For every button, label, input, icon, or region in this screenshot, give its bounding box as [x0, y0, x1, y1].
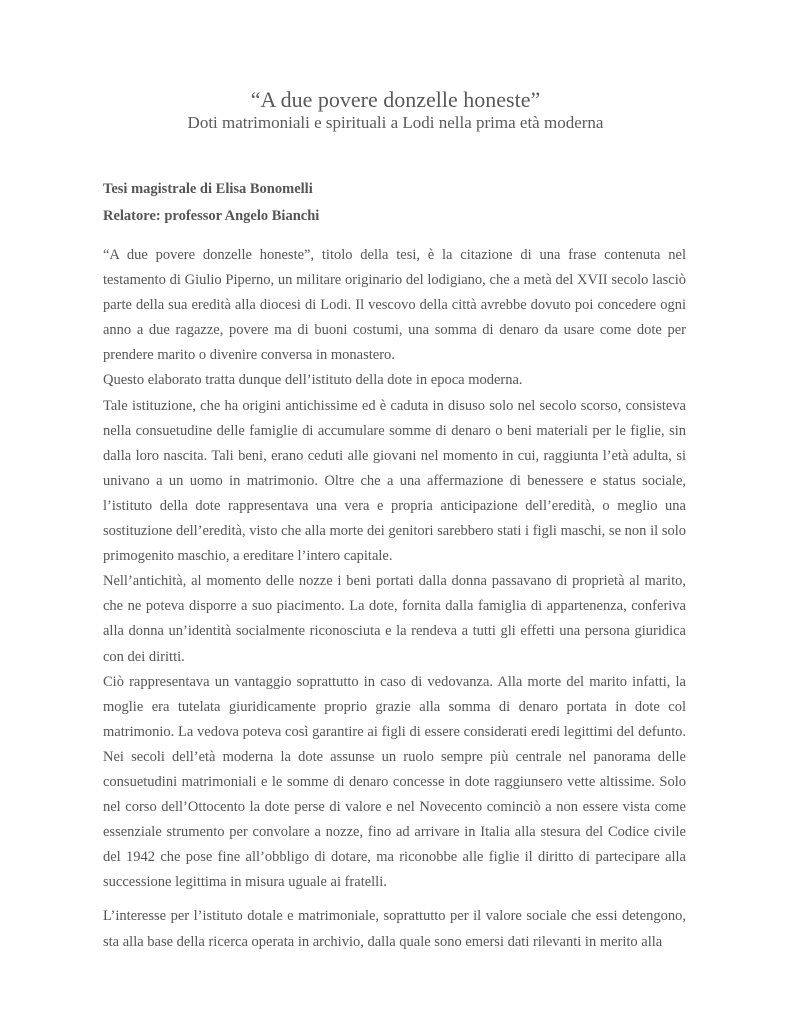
paragraph: Tale istituzione, che ha origini antichissime ed è caduta in disuso solo nel secolo scorso, consisteva nella consuetudine delle famiglie di accumulare somme di denaro o beni materiali per le figlie, sin dalla loro nascita. Tali beni, erano ceduti alle giovani nel momento in cui, raggiunta l’età adulta, si univano a un uomo in matrimonio. Oltre che a una affermazione di benessere e status sociale, l’istituto della dote rappresentava una vera e propria anticipazione dell’eredità, o meglio una sostituzione dell’eredità, visto che alla morte dei genitori sarebbero stati i figli maschi, se non il solo primogenito maschio, a ereditare l’intero capitale. — [103, 397, 686, 565]
document-subtitle: Doti matrimoniali e spirituali a Lodi nella prima età moderna — [187, 113, 604, 132]
paragraph: Nell’antichità, al momento delle nozze i beni portati dalla donna passavano di proprietà al marito, che ne poteva disporre a suo piacimento. La dote, fornita dalla famiglia di appartenenza, conferiva alla donna un’identità socialmente riconosciuta e la rendeva a tutti gli effetti una persona giuridica con dei diritti. — [103, 573, 686, 665]
body-text — [103, 243, 686, 955]
author-line: Tesi magistrale di Elisa Bonomelli — [103, 181, 313, 197]
supervisor-line: Relatore: professor Angelo Bianchi — [103, 208, 320, 224]
paragraph: Questo elaborato tratta dunque dell’istituto della dote in epoca moderna. — [103, 372, 523, 389]
document-title: “A due povere donzelle honeste” — [250, 87, 541, 112]
paragraph: L’interesse per l’istituto dotale e matrimoniale, soprattutto per il valore sociale che essi detengono, sta alla base della ricerca operata in archivio, dalla quale sono emersi dati rilevanti in merito alla — [103, 908, 686, 950]
paragraph: Ciò rappresentava un vantaggio soprattutto in caso di vedovanza. Alla morte del marito infatti, la moglie era tutelata giuridicamente proprio grazie alla somma di denaro portata in dote col matrimonio. La vedova poteva così garantire ai figli di essere considerati eredi legittimi del defunto. Nei secoli dell’età moderna la dote assunse un ruolo sempre più centrale nel panorama delle consuetudini matrimoniali e le somme di denaro concesse in dote raggiunsero vette altissime. Solo nel corso dell’Ottocento la dote perse di valore e nel Novecento cominciò a non essere vista come essenziale strumento per convolare a nozze, fino ad arrivare in Italia alla stesura del Codice civile del 1942 che pose fine all’obbligo di dotare, ma riconobbe alle figlie il diritto di partecipare alla successione legittima in misura uguale ai fratelli. — [103, 673, 686, 891]
paragraph: “A due povere donzelle honeste”, titolo della tesi, è la citazione di una frase contenuta nel testamento di Giulio Piperno, un militare originario del lodigiano, che a metà del XVII secolo lasciò parte della sua eredità alla diocesi di Lodi. Il vescovo della città avrebbe dovuto poi concedere ogni anno a due ragazze, povere ma di buoni costumi, una somma di denaro da usare come dote per prendere marito o divenire conversa in monastero. — [103, 247, 686, 364]
